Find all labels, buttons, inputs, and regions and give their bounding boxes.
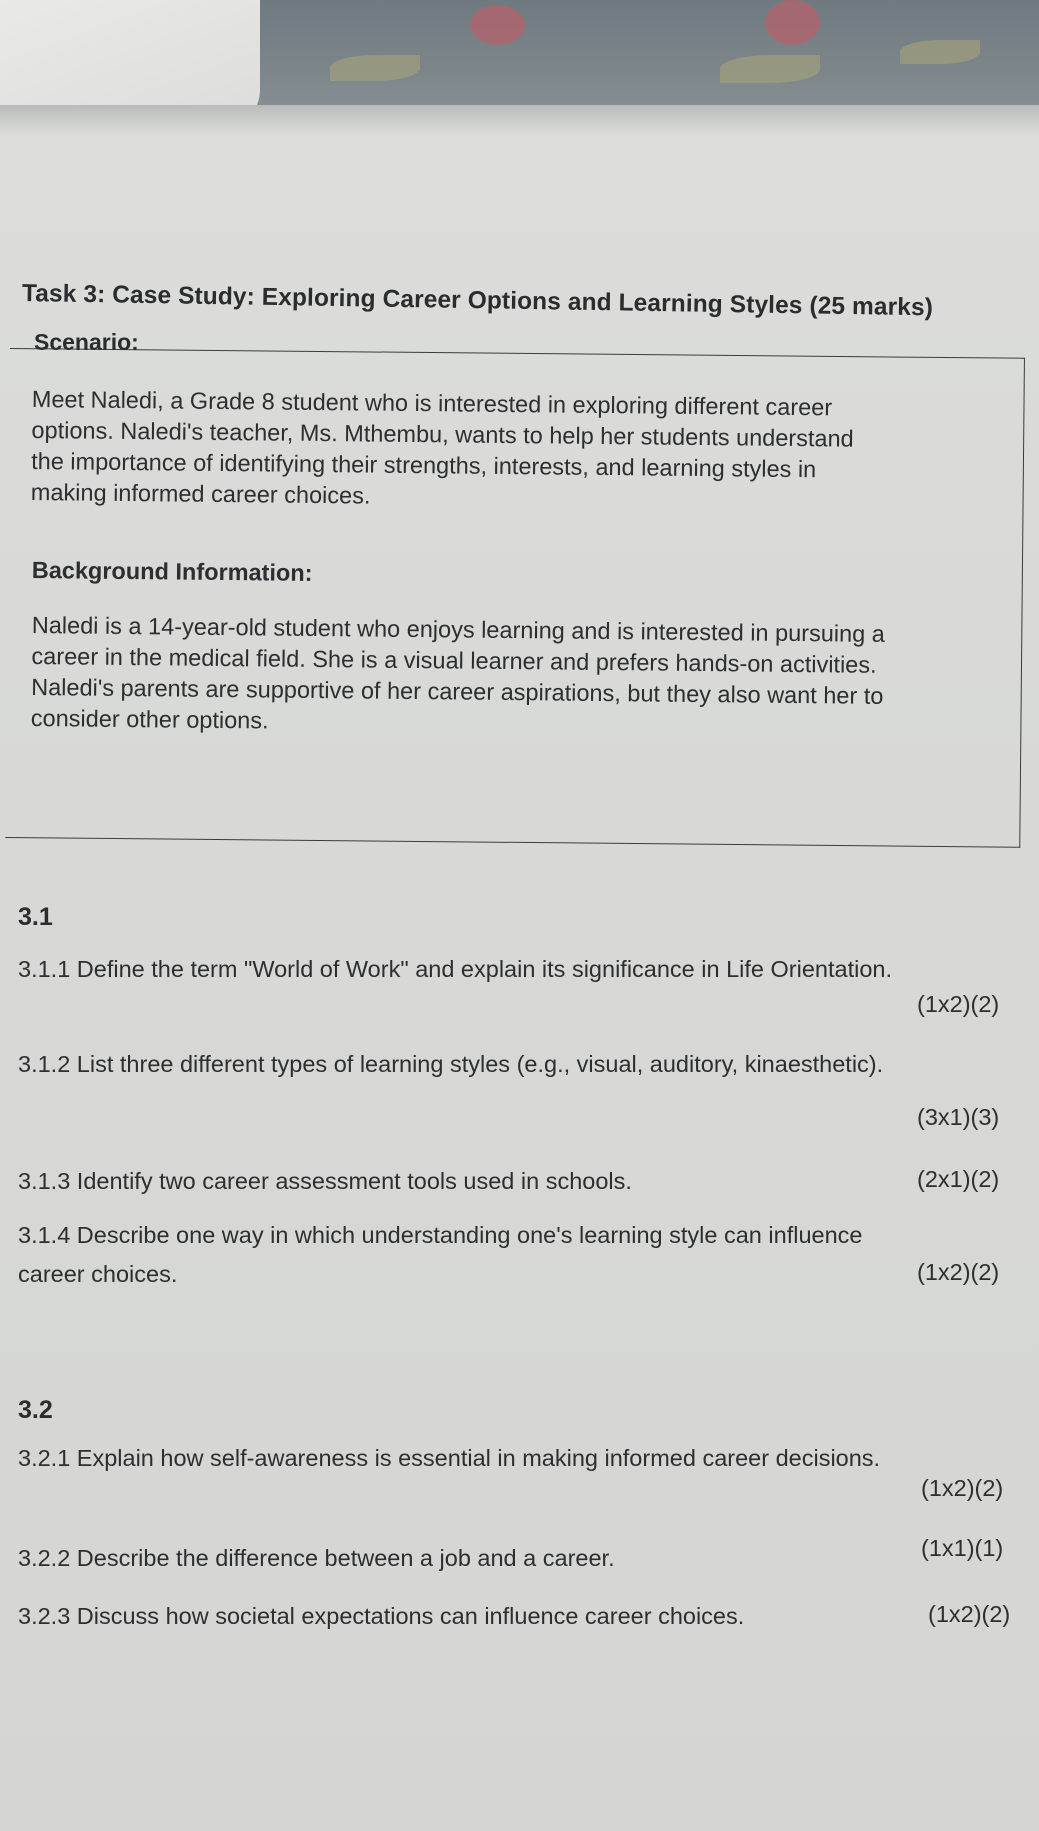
background-line: career in the medical field. She is a visual learner and prefers hands-on activities.: [31, 642, 877, 678]
task-title: Task 3: Case Study: Exploring Career Options and Learning Styles (25 marks): [21, 280, 934, 322]
question-3-1-4-line: 3.1.4 Describe one way in which understanding one's learning style can influence: [18, 1222, 863, 1248]
question-3-1-2: 3.1.2 List three different types of learning styles (e.g., visual, auditory, kinaesthetic).: [18, 1051, 884, 1077]
scenario-paragraph: [31, 384, 854, 517]
marks-3-1-3: (2x1)(2): [917, 1166, 1000, 1192]
question-3-1-4-line: career choices.: [18, 1261, 178, 1287]
scenario-line: making informed career choices.: [30, 478, 371, 509]
section-heading-3-2: 3.2: [18, 1396, 53, 1424]
background-line: Naledi is a 14-year-old student who enjoys learning and is interested in pursuing a: [31, 611, 885, 647]
question-3-1-3: 3.1.3 Identify two career assessment tools used in schools.: [18, 1168, 632, 1194]
paper-shadow: [0, 105, 1039, 135]
question-3-2-2: 3.2.2 Describe the difference between a job and a career.: [18, 1545, 615, 1571]
scenario-line: options. Naledi's teacher, Ms. Mthembu, wants to help her students understand: [31, 416, 854, 452]
section-heading-3-1: 3.1: [18, 903, 53, 931]
marks-3-1-2: (3x1)(3): [917, 1104, 1000, 1130]
scenario-line: the importance of identifying their strengths, interests, and learning styles in: [31, 447, 817, 483]
marks-3-1-1: (1x2)(2): [917, 991, 1000, 1017]
question-3-1-4: [18, 1220, 862, 1290]
question-3-2-1: 3.2.1 Explain how self-awareness is essential in making informed career decisions.: [18, 1445, 881, 1471]
marks-3-1-4: (1x2)(2): [917, 1259, 1000, 1285]
question-3-2-3: 3.2.3 Discuss how societal expectations can influence career choices.: [18, 1603, 745, 1629]
marks-3-2-1: (1x2)(2): [921, 1475, 1004, 1501]
scenario-line: Meet Naledi, a Grade 8 student who is interested in exploring different career: [31, 385, 833, 421]
question-3-1-1: 3.1.1 Define the term "World of Work" and explain its significance in Life Orientation.: [18, 956, 892, 982]
background-line: Naledi's parents are supportive of her career aspirations, but they also want her to: [31, 673, 884, 709]
marks-3-2-2: (1x1)(1): [921, 1535, 1004, 1561]
scenario-label: Scenario:: [34, 329, 139, 355]
background-line: consider other options.: [30, 704, 269, 734]
background-paragraph: [31, 610, 885, 743]
background-label: Background Information:: [31, 556, 313, 586]
marks-3-2-3: (1x2)(2): [928, 1601, 1011, 1627]
